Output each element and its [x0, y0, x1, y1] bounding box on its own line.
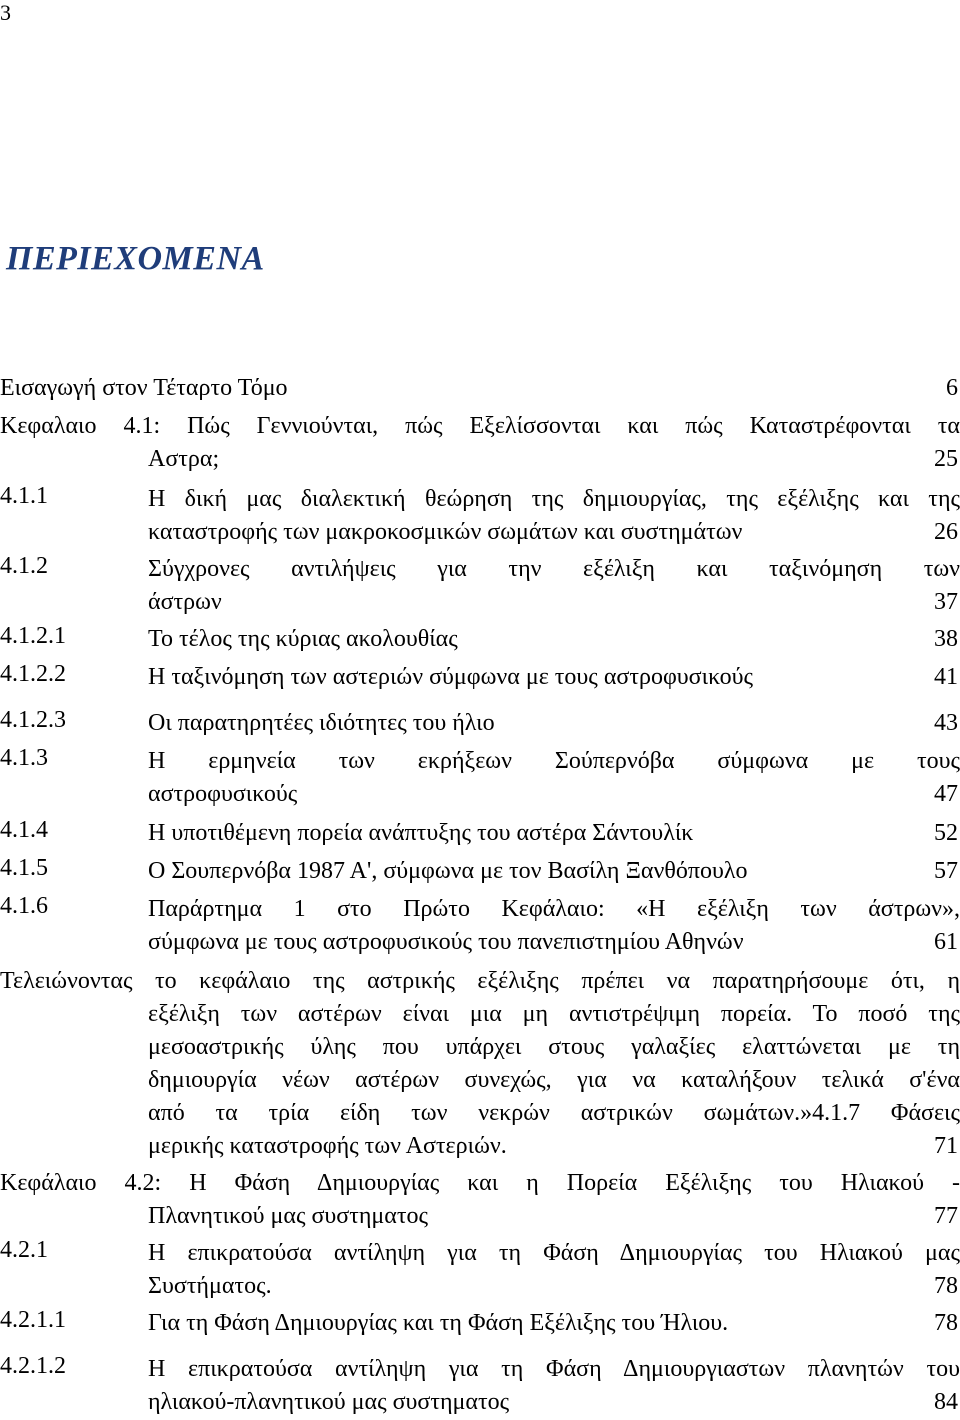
toc-entry-number: 4.1.4 — [0, 817, 48, 843]
toc-entry-line: Η δική μας διαλεκτική θεώρηση της δημιουργίας, της εξέλιξης και της — [148, 486, 960, 512]
toc-entry-number: 4.1.2.2 — [0, 661, 66, 687]
toc-entry-page: 71 — [934, 1133, 958, 1159]
toc-entry-text — [148, 855, 960, 888]
toc-entry-text — [148, 745, 960, 811]
toc-entry-page: 61 — [934, 929, 958, 955]
toc-entry-line: Το τέλος της κύριας ακολουθίας — [148, 626, 458, 652]
toc-entry-text — [148, 707, 960, 740]
toc-entry-text — [148, 893, 960, 959]
toc-entry-text — [0, 372, 960, 405]
toc-entry-text — [148, 817, 960, 850]
toc-entry-line: καταστροφής των μακροκοσμικών σωμάτων και συστημάτων — [148, 519, 743, 545]
toc-entry-line: Η επικρατούσα αντίληψη για τη Φάση Δημιουργιαστων πλανητών του — [148, 1356, 960, 1382]
toc-entry-number: 4.2.1 — [0, 1237, 48, 1263]
toc-entry-line: αστροφυσικούς — [148, 781, 298, 807]
toc-entry-line: Για τη Φάση Δημιουργίας και τη Φάση Εξέλιξης του Ήλιου. — [148, 1310, 729, 1336]
toc-entry-line: άστρων — [148, 589, 222, 615]
toc-entry-text — [148, 553, 960, 619]
toc-entry-page: 26 — [934, 519, 958, 545]
toc-entry-text — [0, 1167, 960, 1233]
toc-entry-line: Οι παρατηρητέες ιδιότητες του ήλιο — [148, 710, 495, 736]
toc-entry-text — [148, 1307, 960, 1340]
toc-entry-line: Η ερμηνεία των εκρήξεων Σούπερνόβα σύμφωνα με τους — [148, 748, 960, 774]
toc-entry-line: ηλιακού-πλανητικού μας συστηματος — [148, 1389, 510, 1415]
toc-entry-number: 4.1.2.3 — [0, 707, 66, 733]
toc-entry-line: Αστρα; — [148, 446, 220, 472]
toc-entry-line: Η υποτιθέμενη πορεία ανάπτυξης του αστέρα Σάντουλίκ — [148, 820, 694, 846]
toc-entry-line: από τα τρία είδη των νεκρών αστρικών σωμάτων.»4.1.7 Φάσεις — [148, 1100, 960, 1126]
toc-entry-line: Κεφάλαιο 4.2: Η Φάση Δημιουργίας και η Πορεία Εξέλιξης του Ηλιακού - — [0, 1170, 960, 1196]
toc-entry-line: Εισαγωγή στον Τέταρτο Τόμο — [0, 375, 288, 401]
toc-entry-line: Κεφαλαιο 4.1: Πώς Γεννιούνται, πώς Εξελίσσονται και πώς Καταστρέφονται τα — [0, 413, 960, 439]
toc-entry-line: Πλανητικού μας συστηματος — [148, 1203, 428, 1229]
page-number: 3 — [0, 0, 11, 25]
toc-entry-page: 47 — [934, 781, 958, 807]
toc-entry-number: 4.2.1.2 — [0, 1353, 66, 1379]
toc-entry-line: Ο Σουπερνόβα 1987 Α', σύμφωνα με τον Βασίλη Ξανθόπουλο — [148, 858, 748, 884]
toc-entry-line: Τελειώνοντας το κεφάλαιο της αστρικής εξέλιξης πρέπει να παρατηρήσουμε ότι, η — [0, 968, 960, 994]
toc-entry-number: 4.1.5 — [0, 855, 48, 881]
toc-entry-page: 78 — [934, 1310, 958, 1336]
toc-entry-text — [0, 410, 960, 476]
toc-entry-line: εξέλιξη των αστέρων είναι μια μη αντιστρέψιμη πορεία. Το ποσό της — [148, 1001, 960, 1027]
toc-entry-line: Σύγχρονες αντιλήψεις για την εξέλιξη και ταξινόμηση των — [148, 556, 960, 582]
toc-entry-line: μεσοαστρικής ύλης που υπάρχει στους γαλαξίες ελαττώνεται με τη — [148, 1034, 960, 1060]
toc-entry-line: Η επικρατούσα αντίληψη για τη Φάση Δημιουργίας του Ηλιακού μας — [148, 1240, 960, 1266]
toc-entry-line: μερικής καταστροφής των Αστεριών. — [148, 1133, 507, 1159]
toc-entry-line: Συστήματος. — [148, 1273, 272, 1299]
toc-entry-line: Η ταξινόμηση των αστεριών σύμφωνα με τους αστροφυσικούς — [148, 664, 754, 690]
toc-entry-text — [148, 661, 960, 694]
toc-entry-page: 38 — [934, 626, 958, 652]
toc-entry-page: 25 — [934, 446, 958, 472]
toc-entry-page: 78 — [934, 1273, 958, 1299]
toc-entry-page: 77 — [934, 1203, 958, 1229]
toc-entry-number: 4.2.1.1 — [0, 1307, 66, 1333]
toc-entry-text — [148, 1353, 960, 1419]
toc-entry-number: 4.1.3 — [0, 745, 48, 771]
toc-entry-text — [148, 623, 960, 656]
toc-entry-number: 4.1.2 — [0, 553, 48, 579]
toc-entry-page: 41 — [934, 664, 958, 690]
toc-entry-text — [148, 1237, 960, 1303]
toc-entry-line: Παράρτημα 1 στο Πρώτο Κεφάλαιο: «Η εξέλιξη των άστρων», — [148, 896, 960, 922]
toc-title: ΠΕΡΙΕΧΟΜΕΝΑ — [6, 240, 265, 277]
toc-entry-page: 57 — [934, 858, 958, 884]
toc-entry-page: 43 — [934, 710, 958, 736]
toc-entry-line: σύμφωνα με τους αστροφυσικούς του πανεπιστημίου Αθηνών — [148, 929, 744, 955]
toc-entry-page: 37 — [934, 589, 958, 615]
toc-entry-number: 4.1.1 — [0, 483, 48, 509]
toc-entry-number: 4.1.6 — [0, 893, 48, 919]
toc-entry-line: δημιουργία νέων αστέρων συνεχώς, για να καταλήξουν τελικά σ'ένα — [148, 1067, 960, 1093]
toc-entry-page: 84 — [934, 1389, 958, 1415]
toc-entry-page: 6 — [946, 375, 958, 401]
toc-entry-text — [148, 483, 960, 549]
toc-entry-number: 4.1.2.1 — [0, 623, 66, 649]
toc-entry-page: 52 — [934, 820, 958, 846]
toc-entry-text — [0, 965, 960, 1163]
